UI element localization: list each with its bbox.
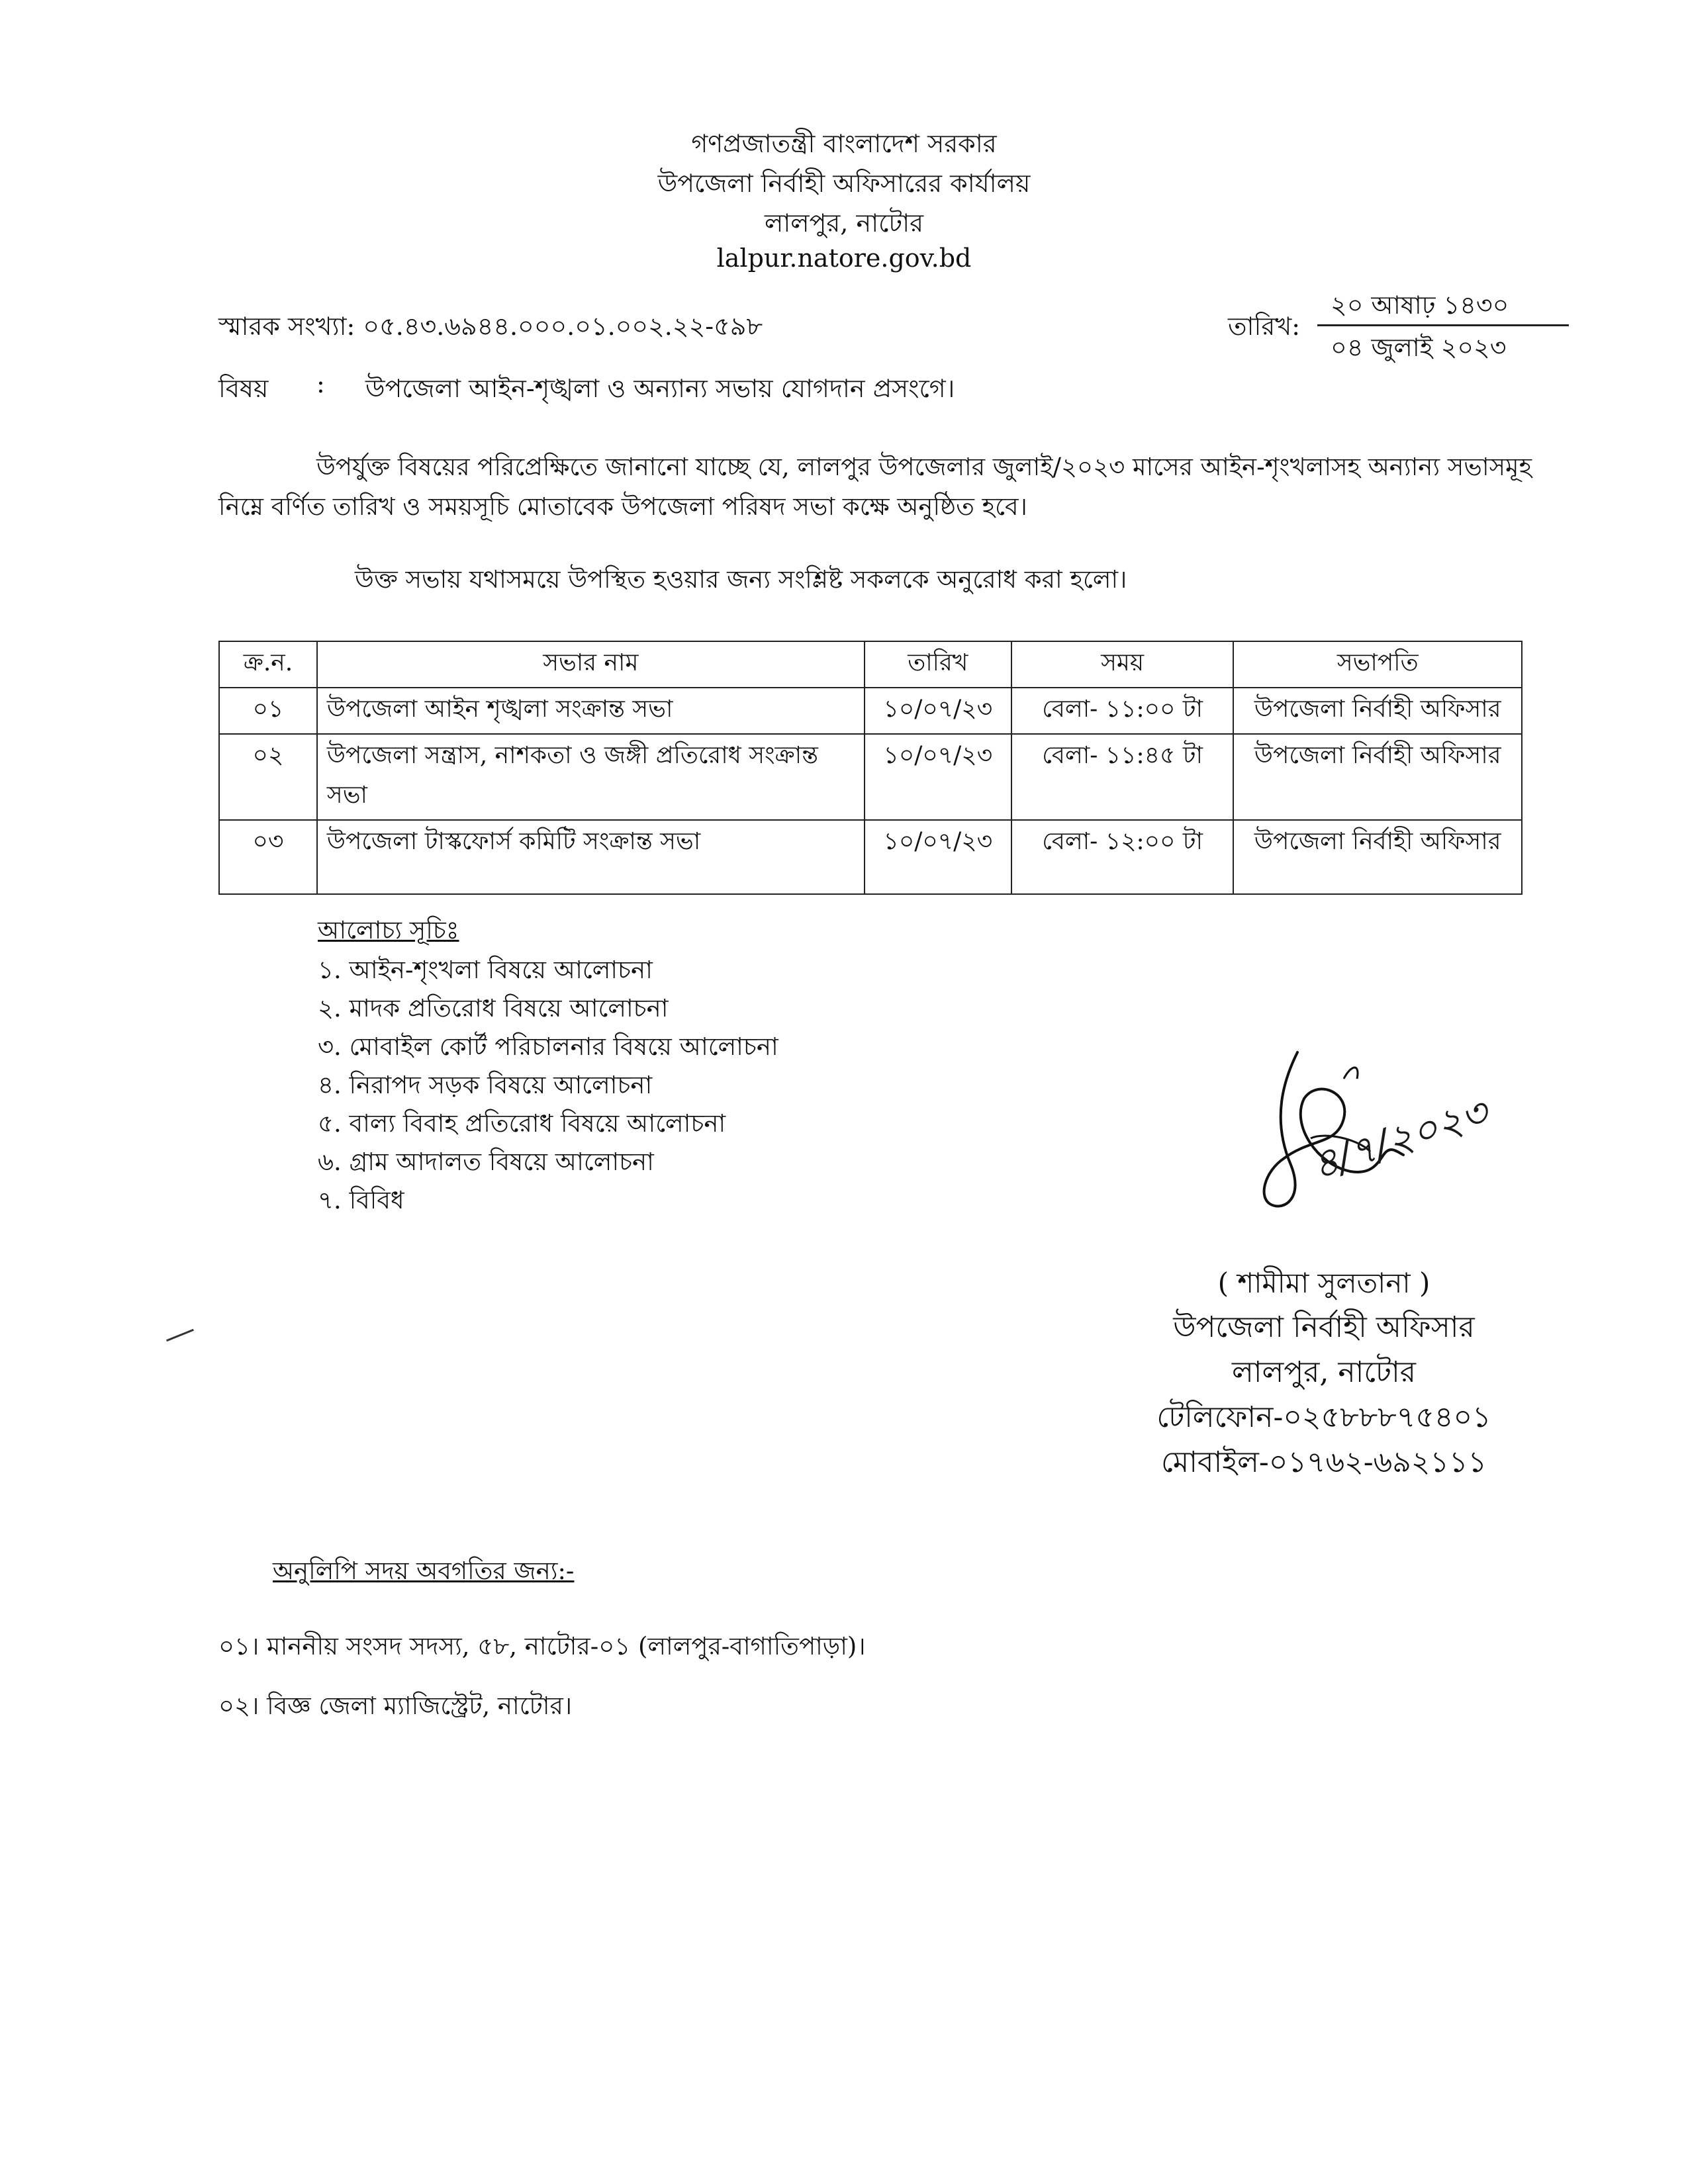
signatory-phone: টেলিফোন-০২৫৮৮৮৭৫৪০১ <box>1156 1400 1491 1434</box>
scan-mark <box>166 1329 194 1342</box>
cell-serial: ০৩ <box>219 820 317 894</box>
cell-date: ১০/০৭/২৩ <box>865 820 1011 894</box>
cell-time: বেলা- ১১:০০ টা <box>1011 688 1234 734</box>
cell-time: বেলা- ১২:০০ টা <box>1011 820 1234 894</box>
agenda-item: ৪. নিরাপদ সড়ক বিষয়ে আলোচনা <box>318 1071 653 1099</box>
agenda-item: ৭. বিবিধ <box>318 1186 404 1214</box>
copy-recipient: ০২। বিজ্ঞ জেলা ম্যাজিস্ট্রেট, নাটোর। <box>218 1692 573 1720</box>
cell-date: ১০/০৭/২৩ <box>865 734 1011 820</box>
agenda-title: আলোচ্য সূচিঃ <box>318 916 459 944</box>
subject-text: উপজেলা আইন-শৃঙ্খলা ও অন্যান্য সভায় যোগদান প্রসংগে। <box>365 374 955 403</box>
header-date: তারিখ <box>865 641 1011 688</box>
header-time: সময় <box>1011 641 1234 688</box>
header-website: lalpur.natore.gov.bd <box>716 244 972 273</box>
header-chair: সভাপতি <box>1233 641 1522 688</box>
header-office: উপজেলা নির্বাহী অফিসারের কার্যালয় <box>657 169 1031 198</box>
agenda-item: ৬. গ্রাম আদালত বিষয়ে আলোচনা <box>318 1148 654 1176</box>
memo-reference <box>218 307 763 349</box>
copies-title: অনুলিপি সদয় অবগতির জন্য:- <box>273 1557 575 1585</box>
date-divider <box>1317 324 1569 326</box>
agenda-item: ৫. বাল্য বিবাহ প্রতিরোধ বিষয়ে আলোচনা <box>318 1109 726 1138</box>
cell-chair: উপজেলা নির্বাহী অফিসার <box>1233 820 1522 894</box>
subject-colon: : <box>316 369 325 398</box>
signatory-location: লালপুর, নাটোর <box>1231 1355 1416 1389</box>
meeting-schedule-table <box>218 641 1523 895</box>
header-location: লালপুর, নাটোর <box>764 208 924 238</box>
memo-date-english: ০৪ জুলাই ২০২৩ <box>1331 333 1507 362</box>
cell-meeting-name: উপজেলা আইন শৃঙ্খলা সংক্রান্ত সভা <box>317 688 865 734</box>
body-paragraph-1-line-2: নিম্নে বর্ণিত তারিখ ও সময়সূচি মোতাবেক উপজেলা পরিষদ সভা কক্ষে অনুষ্ঠিত হবে। <box>218 492 1027 521</box>
handwritten-date: ৪/৭/২০২৩ <box>1306 1089 1494 1190</box>
memo-date-label: তারিখ: <box>1228 312 1301 341</box>
table-header-row <box>219 641 1522 688</box>
body-paragraph-2: উক্ত সভায় যথাসময়ে উপস্থিত হওয়ার জন্য সংশ্লিষ্ট সকলকে অনুরোধ করা হলো। <box>355 565 1127 594</box>
cell-serial: ০২ <box>219 734 317 820</box>
memo-ref-number: ০৫.৪৩.৬৯৪৪.০০০.০১.০০২.২২-৫৯৮ <box>363 312 763 341</box>
agenda-item: ১. আইন-শৃংখলা বিষয়ে আলোচনা <box>318 956 653 984</box>
subject-label: বিষয় <box>218 374 269 403</box>
memo-date-bangla: ২০ আষাঢ় ১৪৩০ <box>1331 291 1509 320</box>
table-row <box>219 820 1522 894</box>
cell-time: বেলা- ১১:৪৫ টা <box>1011 734 1234 820</box>
cell-meeting-name: উপজেলা সন্ত্রাস, নাশকতা ও জঙ্গী প্রতিরোধ সংক্রান্ত সভা <box>317 734 865 820</box>
copy-recipient: ০১। মাননীয় সংসদ সদস্য, ৫৮, নাটোর-০১ (লালপুর-বাগাতিপাড়া)। <box>218 1632 866 1661</box>
signatory-designation: উপজেলা নির্বাহী অফিসার <box>1173 1310 1475 1344</box>
cell-date: ১০/০৭/২৩ <box>865 688 1011 734</box>
signatory-mobile: মোবাইল-০১৭৬২-৬৯২১১১ <box>1160 1445 1487 1479</box>
header-government: গণপ্রজাতন্ত্রী বাংলাদেশ সরকার <box>691 129 997 158</box>
signatory-name: ( শামীমা সুলতানা ) <box>1217 1267 1430 1299</box>
header-serial: ক্র.ন. <box>219 641 317 688</box>
cell-chair: উপজেলা নির্বাহী অফিসার <box>1233 688 1522 734</box>
agenda-item: ৩. মোবাইল কোর্ট পরিচালনার বিষয়ে আলোচনা <box>318 1032 778 1061</box>
cell-serial: ০১ <box>219 688 317 734</box>
table-row <box>219 734 1522 820</box>
body-paragraph-1-line-1: উপর্যুক্ত বিষয়ের পরিপ্রেক্ষিতে জানানো যাচ্ছে যে, লালপুর উপজেলার জুলাই/২০২৩ মাসের আইন-শৃংখলাসহ অন্যান্য সভাসমূহ <box>316 453 1532 481</box>
header-meeting-name: সভার নাম <box>317 641 865 688</box>
memo-ref-label: স্মারক সংখ্যা: <box>218 312 355 341</box>
agenda-item: ২. মাদক প্রতিরোধ বিষয়ে আলোচনা <box>318 994 669 1023</box>
table-row <box>219 688 1522 734</box>
cell-meeting-name: উপজেলা টাস্কফোর্স কমিটি সংক্রান্ত সভা <box>317 820 865 894</box>
cell-chair: উপজেলা নির্বাহী অফিসার <box>1233 734 1522 820</box>
